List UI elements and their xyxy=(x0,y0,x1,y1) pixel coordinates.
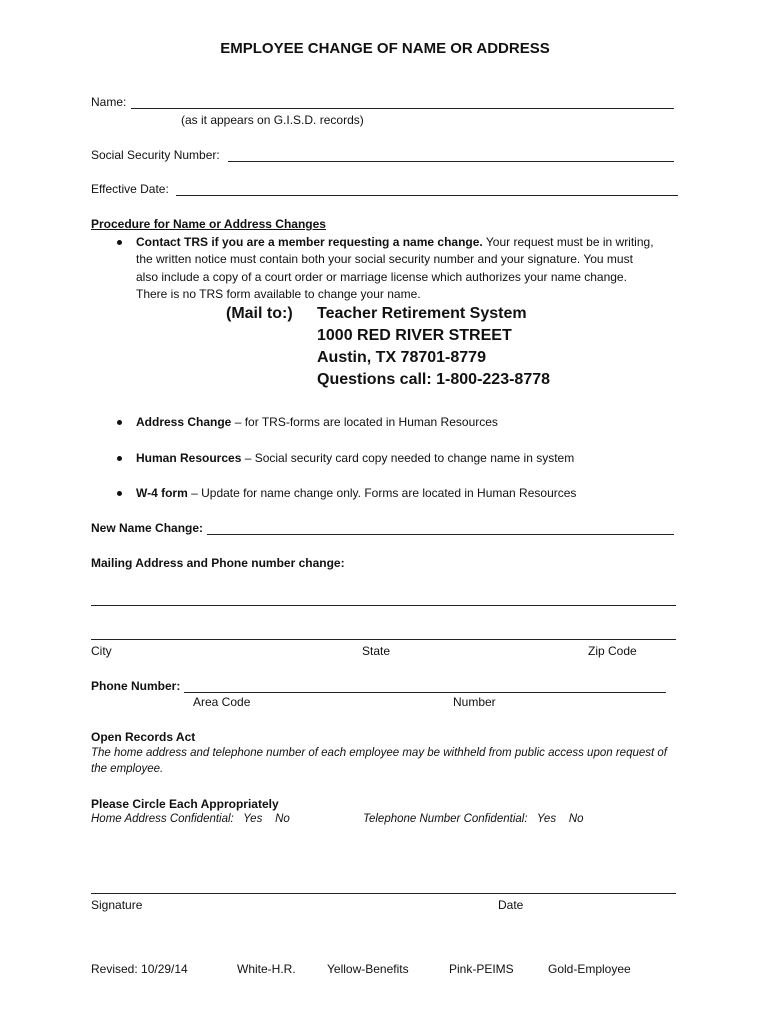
open-records-heading: Open Records Act xyxy=(91,730,196,744)
bullet-dot xyxy=(117,240,122,245)
bullet-text: – for TRS-forms are located in Human Resources xyxy=(231,415,498,429)
effective-date-field[interactable] xyxy=(176,182,678,196)
trs-bold-text: Contact TRS if you are a member requesting a name change. xyxy=(136,235,483,249)
mail-line-4: Questions call: 1-800-223-8778 xyxy=(317,371,551,388)
name-label: Name: xyxy=(91,95,127,109)
trs-text-4: There is no TRS form available to change your name. xyxy=(136,287,421,301)
signature-label: Signature xyxy=(91,898,143,912)
mailing-address-label: Mailing Address and Phone number change: xyxy=(91,556,345,570)
open-records-text-1: The home address and telephone number of each employee may be withheld from public access upon request of xyxy=(91,747,667,759)
trs-text-2: the written notice must contain both your social security number and your signature. You must xyxy=(136,252,633,266)
mail-line-3: Austin, TX 78701-8779 xyxy=(317,349,486,366)
bullet-bold: Address Change xyxy=(136,415,232,429)
name-field[interactable] xyxy=(131,95,674,109)
signature-date-field[interactable] xyxy=(91,880,676,894)
copy-gold: Gold-Employee xyxy=(548,962,631,976)
area-code-label: Area Code xyxy=(193,695,251,709)
circle-heading: Please Circle Each Appropriately xyxy=(91,797,279,811)
city-label: City xyxy=(91,644,112,658)
state-label: State xyxy=(362,644,391,658)
address-line-1-field[interactable] xyxy=(91,592,676,606)
trs-text-1: Your request must be in writing, xyxy=(485,235,654,249)
ssn-label: Social Security Number: xyxy=(91,148,220,162)
name-hint: (as it appears on G.I.S.D. records) xyxy=(181,113,364,127)
mail-line-1: Teacher Retirement System xyxy=(317,305,527,322)
home-address-confidential[interactable]: Home Address Confidential: Yes No xyxy=(91,813,290,825)
phone-number-field[interactable] xyxy=(184,679,666,693)
procedure-heading: Procedure for Name or Address Changes xyxy=(91,217,326,231)
trs-text-3: also include a copy of a court order or marriage license which authorizes your name change. xyxy=(136,270,627,284)
bullet-w4-form xyxy=(136,486,576,500)
address-line-2-field[interactable] xyxy=(91,626,676,640)
effective-date-label: Effective Date: xyxy=(91,182,169,196)
telephone-confidential[interactable]: Telephone Number Confidential: Yes No xyxy=(363,813,584,825)
bullet-dot xyxy=(117,456,122,461)
form-title: EMPLOYEE CHANGE OF NAME OR ADDRESS xyxy=(220,40,550,57)
revised-date: Revised: 10/29/14 xyxy=(91,962,188,976)
new-name-field[interactable] xyxy=(207,521,674,535)
bullet-text: – Social security card copy needed to change name in system xyxy=(241,451,575,465)
new-name-label: New Name Change: xyxy=(91,521,204,535)
zip-code-label: Zip Code xyxy=(588,644,637,658)
phone-number-label: Phone Number: xyxy=(91,679,181,693)
date-label: Date xyxy=(498,898,524,912)
mail-line-2: 1000 RED RIVER STREET xyxy=(317,327,512,344)
bullet-bold: W-4 form xyxy=(136,486,188,500)
bullet-address-change xyxy=(136,415,498,429)
open-records-text-2: the employee. xyxy=(91,763,164,775)
copy-white: White-H.R. xyxy=(237,962,296,976)
trs-line-1 xyxy=(136,235,654,249)
bullet-text: – Update for name change only. Forms are located in Human Resources xyxy=(187,486,577,500)
bullet-bold: Human Resources xyxy=(136,451,242,465)
bullet-dot xyxy=(117,491,122,496)
bullet-dot xyxy=(117,420,122,425)
copy-yellow: Yellow-Benefits xyxy=(327,962,409,976)
ssn-field[interactable] xyxy=(228,148,674,162)
copy-pink: Pink-PEIMS xyxy=(449,962,514,976)
bullet-human-resources xyxy=(136,451,574,465)
mail-to-label: (Mail to:) xyxy=(226,305,293,322)
number-label: Number xyxy=(453,695,496,709)
